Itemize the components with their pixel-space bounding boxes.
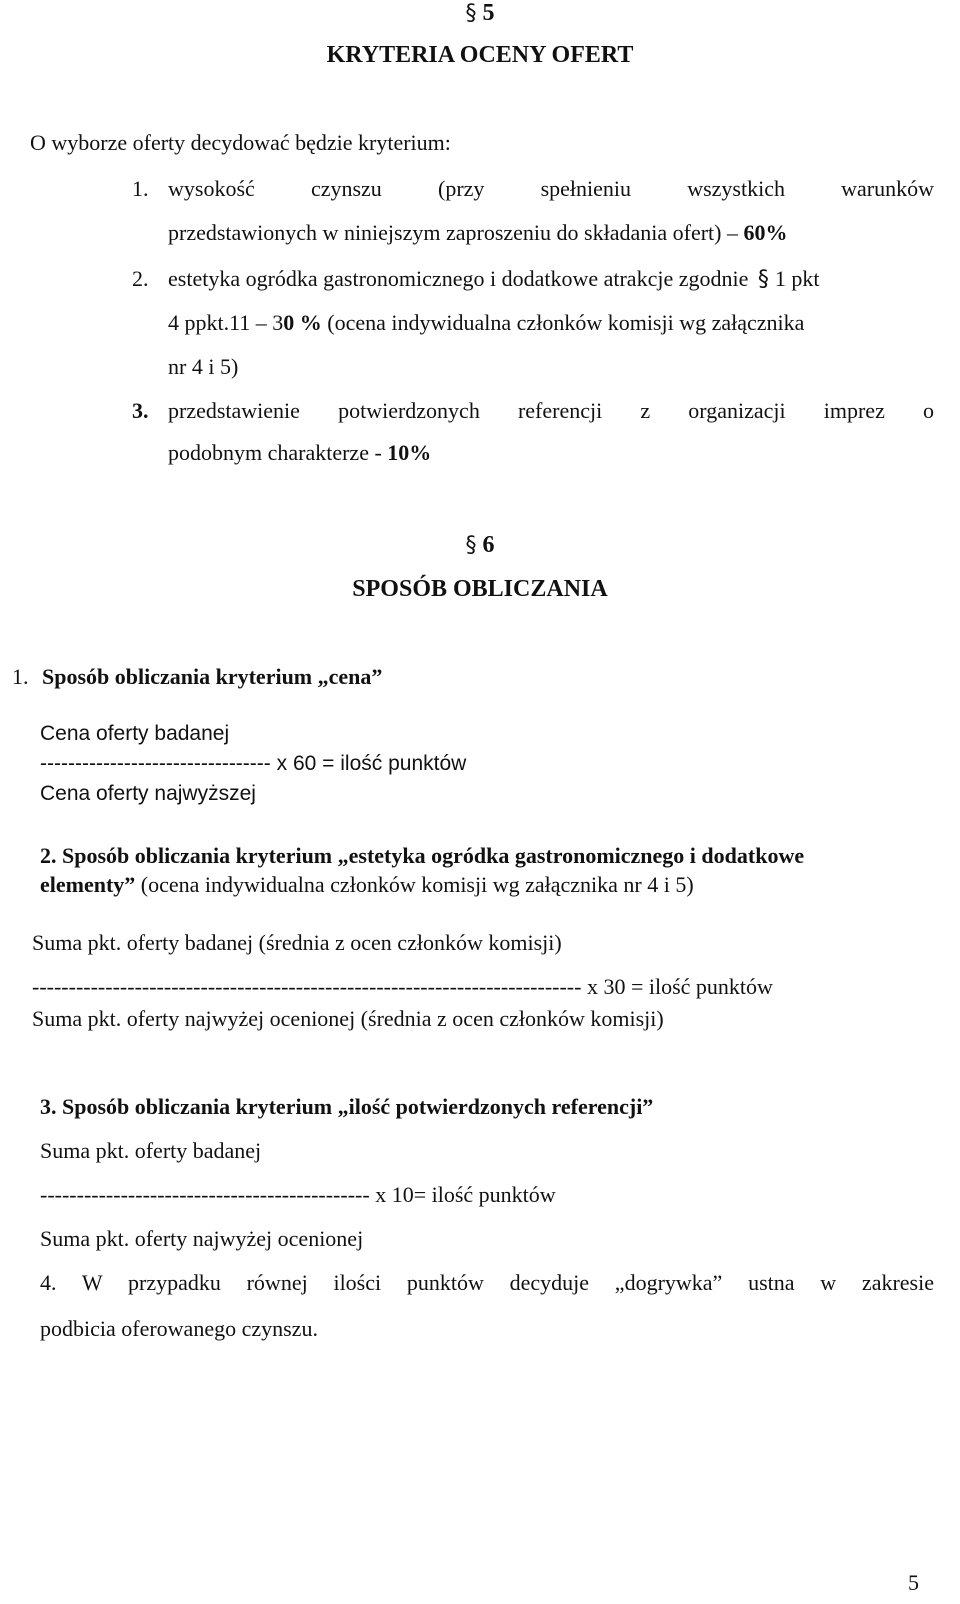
method-2-note: (ocena indywidualna członków komisji wg załącznika nr 4 i 5) — [135, 872, 694, 897]
method-3-title: 3. Sposób obliczania kryterium „ilość potwierdzonych referencji” — [40, 1094, 654, 1119]
section-symbol: § — [465, 533, 477, 558]
criterion-1-line-2 — [168, 220, 787, 246]
method-2-title-line-2 — [40, 872, 694, 898]
point-4-line-2: podbicia oferowanego czynszu. — [40, 1316, 318, 1341]
method-1-title: Sposób obliczania kryterium „cena” — [42, 664, 383, 689]
method-1-number: 1. — [12, 664, 29, 689]
criterion-2-line-3: nr 4 i 5) — [168, 354, 239, 379]
criterion-2-line-1 — [168, 266, 819, 292]
section-6-title: SPOSÓB OBLICZANIA — [352, 576, 608, 602]
section-5-title: KRYTERIA OCENY OFERT — [326, 42, 634, 68]
method-1-formula-line — [40, 752, 466, 776]
method-1-denominator: Cena oferty najwyższej — [40, 782, 256, 805]
point-4-line-1: 4. W przypadku równej ilości punktów decyduje „dogrywka” ustna w zakresie — [40, 1270, 934, 1295]
criterion-3-line-2 — [168, 440, 431, 466]
criterion-2-ref-2: 4 ppkt.11 – 3 — [168, 310, 284, 335]
section-number: 6 — [482, 532, 495, 558]
method-3-numerator: Suma pkt. oferty badanej — [40, 1138, 262, 1163]
method-2-formula-line — [32, 974, 773, 1000]
criterion-1-text: przedstawionych w niniejszym zaproszeniu do składania ofert) – — [168, 220, 744, 245]
section-symbol: § — [757, 267, 769, 292]
fraction-dashes: --------------------------------- — [40, 752, 271, 775]
method-2-title: 2. Sposób obliczania kryterium „estetyka ogródka gastronomicznego i dodatkowe — [40, 843, 805, 868]
method-2-formula: x 30 = ilość punktów — [581, 974, 773, 999]
fraction-dashes: --------------------------------------------------------------------------- — [32, 974, 582, 999]
criterion-3-weight: 10% — [387, 440, 432, 465]
fraction-dashes: --------------------------------------------- — [40, 1182, 370, 1207]
intro-text: O wyborze oferty decydować będzie kryterium: — [30, 130, 451, 155]
criterion-2-note: (ocena indywidualna członków komisji wg załącznika — [321, 310, 805, 335]
method-2-numerator: Suma pkt. oferty badanej (średnia z ocen członków komisji) — [32, 930, 562, 955]
criterion-1-line-1: wysokość czynszu (przy spełnieniu wszystkich warunków — [168, 176, 934, 201]
method-2-title-end: elementy” — [40, 872, 136, 897]
page-number: 5 — [908, 1570, 919, 1595]
criterion-2-weight: 0 % — [283, 310, 322, 335]
criterion-3-line-1: przedstawienie potwierdzonych referencji z organizacji imprez o — [168, 398, 934, 423]
section-5-heading — [0, 0, 960, 27]
method-1-formula: x 60 = ilość punktów — [270, 752, 467, 775]
method-3-formula-line — [40, 1182, 556, 1208]
criterion-2-ref: 1 pkt — [774, 266, 820, 291]
method-1-numerator: Cena oferty badanej — [40, 722, 230, 745]
section-6-heading — [0, 532, 960, 559]
criterion-2-number: 2. — [132, 266, 149, 291]
method-2-denominator: Suma pkt. oferty najwyżej ocenionej (średnia z ocen członków komisji) — [32, 1006, 664, 1031]
method-3-denominator: Suma pkt. oferty najwyżej ocenionej — [40, 1226, 364, 1251]
method-1-heading — [12, 664, 382, 690]
method-3-formula: x 10= ilość punktów — [369, 1182, 556, 1207]
criterion-2-line-2 — [168, 310, 804, 336]
section-number: 5 — [482, 0, 495, 26]
section-symbol: § — [465, 1, 477, 26]
criterion-3-text: podobnym charakterze - — [168, 440, 388, 465]
criterion-1-number: 1. — [132, 176, 149, 201]
criterion-1-weight: 60% — [743, 220, 788, 245]
criterion-2-text: estetyka ogródka gastronomicznego i dodatkowe atrakcje zgodnie — [168, 266, 749, 291]
criterion-3-number: 3. — [132, 398, 149, 423]
